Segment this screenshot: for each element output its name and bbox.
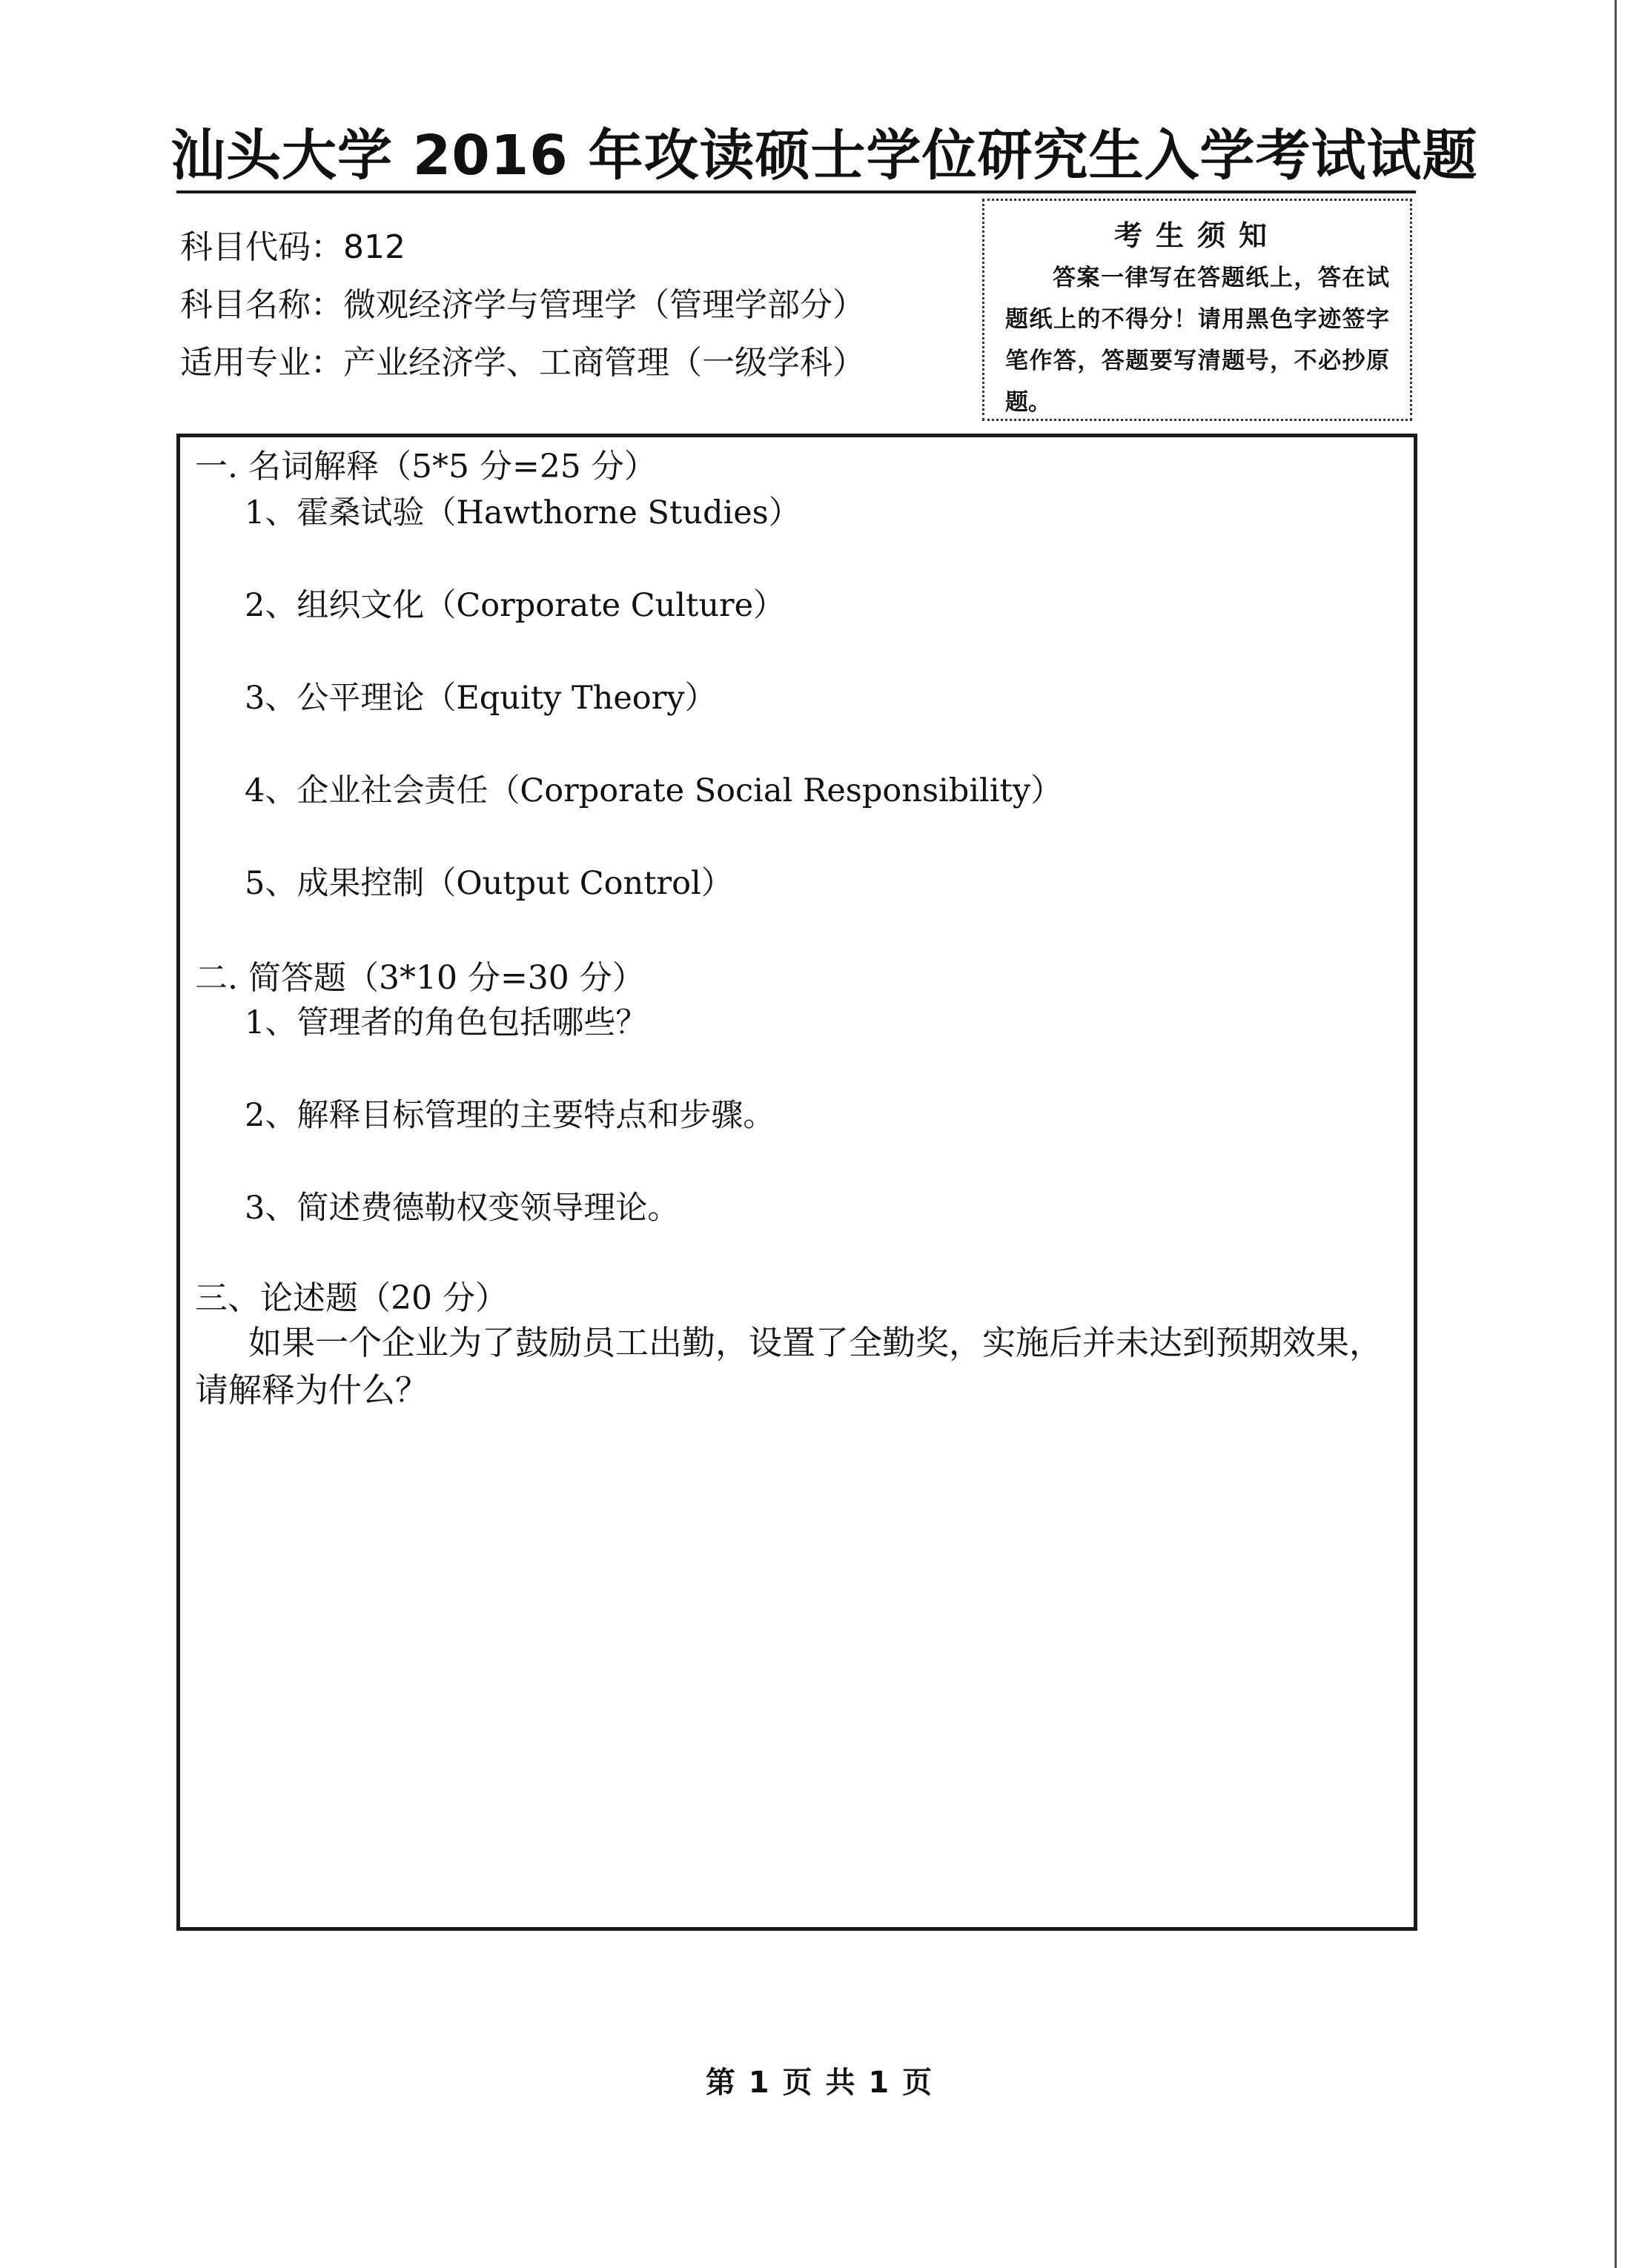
question-item: 4、企业社会责任（Corporate Social Responsibility） xyxy=(245,772,1063,809)
section-one-heading: 一. 名词解释（5*5 分=25 分） xyxy=(195,448,657,485)
subject-name-value: 微观经济学与管理学（管理学部分） xyxy=(343,286,865,324)
page-footer: 第 1 页 共 1 页 xyxy=(705,2066,934,2100)
applicable-major-value: 产业经济学、工商管理（一级学科） xyxy=(343,344,865,382)
exam-info xyxy=(180,219,865,392)
subject-name-row xyxy=(180,276,865,334)
applicable-major-label: 适用专业： xyxy=(180,344,343,382)
subject-code-row xyxy=(180,219,865,276)
question-item: 2、组织文化（Corporate Culture） xyxy=(245,587,786,624)
question-item: 1、霍桑试验（Hawthorne Studies） xyxy=(245,494,801,531)
subject-code-value: 812 xyxy=(343,228,405,266)
exam-title: 汕头大学 2016 年攻读硕士学位研究生入学考试试题 xyxy=(170,124,1478,188)
title-rule xyxy=(176,190,1416,193)
question-item: 2、解释目标管理的主要特点和步骤。 xyxy=(245,1097,775,1134)
question-item: 3、简述费德勒权变领导理论。 xyxy=(245,1190,680,1227)
candidate-notice-box xyxy=(982,199,1412,421)
scan-edge-line xyxy=(1615,0,1617,2268)
subject-name-label: 科目名称： xyxy=(180,286,343,324)
notice-body: 答案一律写在答题纸上，答在试题纸上的不得分！请用黑色字迹签字笔作答，答题要写清题号，不必抄原题。 xyxy=(1005,265,1389,416)
question-item: 5、成果控制（Output Control） xyxy=(245,865,733,902)
question-item: 1、管理者的角色包括哪些？ xyxy=(245,1004,648,1041)
applicable-major-row xyxy=(180,334,865,392)
question-item: 3、公平理论（Equity Theory） xyxy=(245,680,717,717)
section-three-heading: 三、论述题（20 分） xyxy=(195,1279,508,1317)
notice-title: 考生须知 xyxy=(1113,219,1280,252)
essay-question: 如果一个企业为了鼓励员工出勤，设置了全勤奖，实施后并未达到预期效果，请解释为什么？ xyxy=(195,1323,1383,1410)
section-two-heading: 二. 简答题（3*10 分=30 分） xyxy=(195,959,645,997)
subject-code-label: 科目代码： xyxy=(180,228,343,266)
question-box xyxy=(176,434,1417,1931)
